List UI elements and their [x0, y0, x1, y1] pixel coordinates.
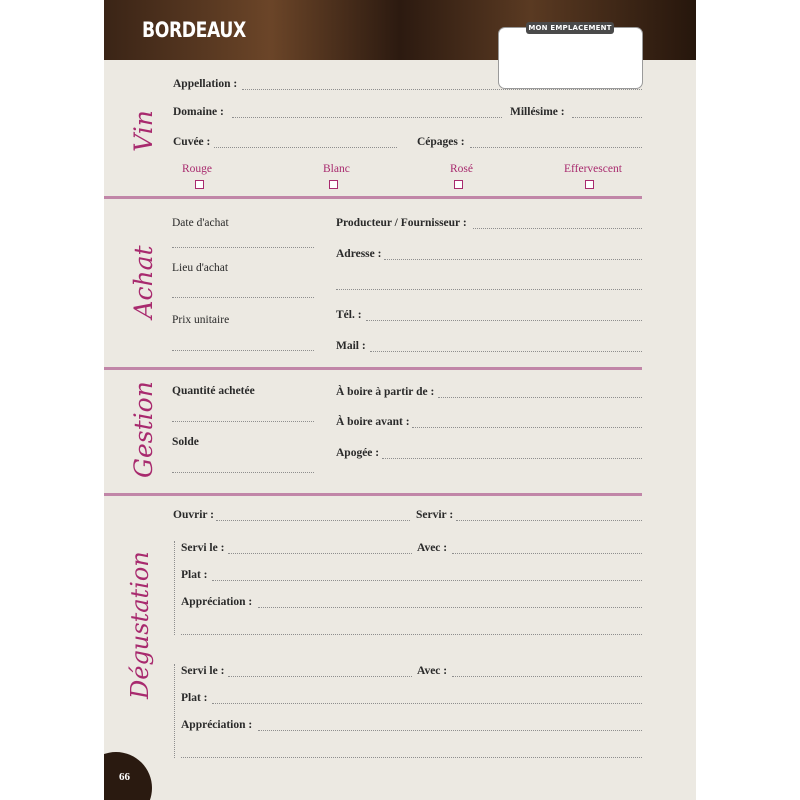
location-tag: MON EMPLACEMENT: [526, 22, 614, 34]
ouvrir-label: Ouvrir :: [173, 509, 214, 521]
quantite-field[interactable]: [172, 421, 314, 422]
millesime-field[interactable]: [572, 117, 642, 118]
tasting-block-marker: [174, 541, 175, 635]
section-title-degustation: Dégustation: [126, 551, 154, 699]
tel-field[interactable]: [366, 320, 642, 321]
lieu-achat-label: Lieu d'achat: [172, 262, 229, 274]
cuvee-field[interactable]: [214, 147, 397, 148]
appreciation-label: Appréciation :: [181, 596, 253, 608]
domaine-field[interactable]: [232, 117, 502, 118]
producteur-label: Producteur / Fournisseur :: [336, 217, 467, 229]
boire-avant-field[interactable]: [412, 427, 642, 428]
avec-field[interactable]: [452, 553, 642, 554]
prix-unitaire-label: Prix unitaire: [172, 314, 230, 326]
page-number: 66: [119, 771, 130, 783]
apogee-label: Apogée :: [336, 447, 380, 459]
lieu-achat-field[interactable]: [172, 297, 314, 298]
section-divider: [104, 196, 642, 199]
boire-partir-field[interactable]: [438, 397, 642, 398]
plat-field[interactable]: [212, 580, 642, 581]
millesime-label: Millésime :: [510, 106, 565, 118]
section-title-gestion: Gestion: [129, 381, 158, 478]
appellation-field[interactable]: [242, 89, 642, 90]
apogee-field[interactable]: [382, 458, 642, 459]
adresse-field-line2[interactable]: [336, 289, 642, 290]
servir-label: Servir :: [416, 509, 454, 521]
form-page: [104, 0, 696, 800]
avec-field[interactable]: [452, 676, 642, 677]
plat-label: Plat :: [181, 569, 208, 581]
plat-label: Plat :: [181, 692, 208, 704]
boire-avant-label: À boire avant :: [336, 416, 410, 428]
domaine-label: Domaine :: [173, 106, 224, 118]
effervescent-checkbox[interactable]: [585, 180, 594, 189]
date-achat-label: Date d'achat: [172, 217, 229, 229]
servi-le-label: Servi le :: [181, 542, 225, 554]
appreciation-field[interactable]: [258, 730, 642, 731]
servi-le-field[interactable]: [228, 553, 412, 554]
tasting-block-marker: [174, 664, 175, 758]
appreciation-label: Appréciation :: [181, 719, 253, 731]
section-title-achat: Achat: [129, 245, 158, 319]
producteur-field[interactable]: [473, 228, 642, 229]
avec-label: Avec :: [417, 665, 448, 677]
plat-field[interactable]: [212, 703, 642, 704]
mail-label: Mail :: [336, 340, 366, 352]
location-input-box[interactable]: [498, 27, 643, 89]
servi-le-label: Servi le :: [181, 665, 225, 677]
appreciation-field-line2[interactable]: [181, 757, 642, 758]
cuvee-label: Cuvée :: [173, 136, 211, 148]
appreciation-field-line2[interactable]: [181, 634, 642, 635]
servir-field[interactable]: [456, 520, 642, 521]
prix-unitaire-field[interactable]: [172, 350, 314, 351]
color-option-blanc: Blanc: [323, 163, 350, 175]
adresse-field[interactable]: [384, 259, 642, 260]
tel-label: Tél. :: [336, 309, 362, 321]
boire-partir-label: À boire à partir de :: [336, 386, 435, 398]
cepages-field[interactable]: [470, 147, 642, 148]
color-option-effervescent: Effervescent: [564, 163, 622, 175]
region-title: BORDEAUX: [142, 18, 246, 42]
rouge-checkbox[interactable]: [195, 180, 204, 189]
section-divider: [104, 493, 642, 496]
appreciation-field[interactable]: [258, 607, 642, 608]
quantite-label: Quantité achetée: [172, 385, 255, 397]
blanc-checkbox[interactable]: [329, 180, 338, 189]
rose-checkbox[interactable]: [454, 180, 463, 189]
section-title-vin: Vin: [129, 110, 158, 152]
cepages-label: Cépages :: [417, 136, 465, 148]
mail-field[interactable]: [370, 351, 642, 352]
solde-label: Solde: [172, 436, 199, 448]
adresse-label: Adresse :: [336, 248, 382, 260]
appellation-label: Appellation :: [173, 78, 238, 90]
color-option-rouge: Rouge: [182, 163, 213, 175]
servi-le-field[interactable]: [228, 676, 412, 677]
ouvrir-field[interactable]: [216, 520, 410, 521]
date-achat-field[interactable]: [172, 247, 314, 248]
section-divider: [104, 367, 642, 370]
solde-field[interactable]: [172, 472, 314, 473]
avec-label: Avec :: [417, 542, 448, 554]
color-option-rose: Rosé: [450, 163, 473, 175]
